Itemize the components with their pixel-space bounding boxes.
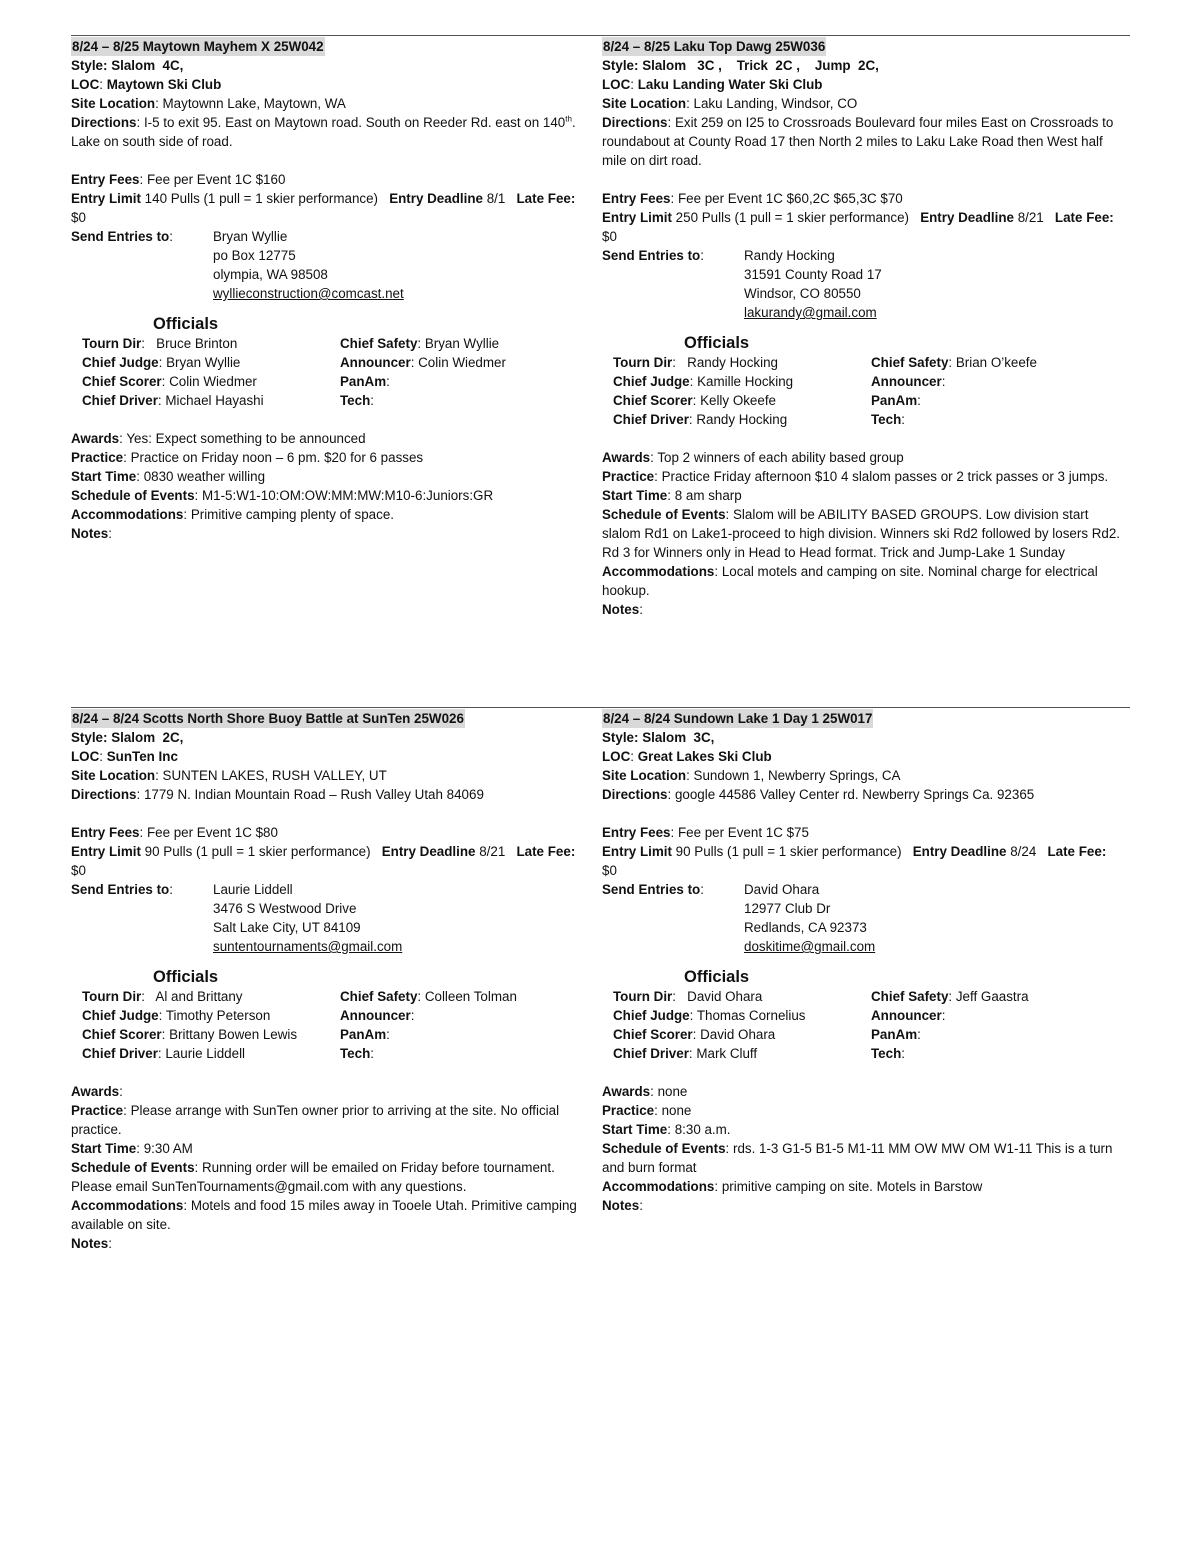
directions-label: Directions: [602, 787, 668, 802]
chief-judge-value: Bryan Wyllie: [166, 355, 241, 370]
awards-label: Awards: [602, 450, 651, 465]
style-row: [602, 728, 1122, 747]
send-label: Send Entries to: [71, 229, 170, 244]
deadline-value: 8/24: [1010, 844, 1037, 859]
fees-value: Fee per Event 1C $75: [677, 825, 809, 840]
practice-value: Practice Friday afternoon $10 4 slalom passes or 2 trick passes or 3 jumps.: [661, 469, 1109, 484]
style-value: Slalom 2C,: [111, 730, 184, 745]
officials-heading: Officials: [153, 968, 219, 986]
start-time-row: Start Time: 0830 weather willing: [71, 469, 266, 484]
tech-label: Tech: [340, 1046, 371, 1061]
fees-label: Entry Fees: [71, 172, 140, 187]
tournament-block-sunten: [71, 709, 591, 1253]
schedule-label: Schedule of Events: [602, 1141, 726, 1156]
limit-value: 250 Pulls (1 pull = 1 skier performance): [675, 210, 910, 225]
send-address-line-1: po Box 12775: [213, 248, 296, 263]
send-address-line-2: olympia, WA 98508: [213, 267, 328, 282]
directions-row: Directions: I-5 to exit 95. East on Maytown road. South on Reeder Rd. east on 140th. Lake on south side of road.: [71, 114, 576, 149]
start-time-value: 0830 weather willing: [143, 469, 266, 484]
style-row: [71, 56, 591, 75]
start-time-value: 8:30 a.m.: [674, 1122, 731, 1137]
site-row: Site Location: Maytownn Lake, Maytown, WA: [71, 96, 346, 111]
accommodations-row: Accommodations: Local motels and camping on site. Nominal charge for electrical hookup.: [602, 564, 1098, 598]
awards-value: Top 2 winners of each ability based group: [657, 450, 904, 465]
send-address-line-1: 12977 Club Dr: [744, 901, 831, 916]
late-label: Late: [516, 191, 545, 206]
fees-row: Entry Fees: Fee per Event 1C $60,2C $65,3C $70: [602, 191, 903, 206]
start-time-value: 9:30 AM: [143, 1141, 193, 1156]
practice-row: Practice: Practice Friday afternoon $10 4 slalom passes or 2 trick passes or 3 jumps.: [602, 469, 1109, 484]
panam-label: PanAm: [871, 393, 918, 408]
panam-label: PanAm: [340, 1027, 387, 1042]
practice-value: none: [661, 1103, 692, 1118]
chief-driver-label: Chief Driver: [82, 1046, 158, 1061]
fees-value: Fee per Event 1C $80: [146, 825, 278, 840]
chief-judge-value: Timothy Peterson: [165, 1008, 271, 1023]
chief-driver-value: Mark Cluff: [696, 1046, 758, 1061]
loc-row: LOC: Great Lakes Ski Club: [602, 749, 772, 764]
site-value: Sundown 1, Newberry Springs, CA: [693, 768, 901, 783]
send-entries: Send Entries to: Laurie Liddell 3476 S Westwood Drive Salt Lake City, UT 84109 suntentournaments@gmail.com: [71, 882, 403, 954]
directions-value: google 44586 Valley Center rd. Newberry Springs Ca. 92365: [674, 787, 1035, 802]
directions-label: Directions: [71, 115, 137, 130]
chief-driver-label: Chief Driver: [613, 412, 689, 427]
awards-row: Awards: none: [602, 1084, 688, 1099]
send-email-link[interactable]: suntentournaments@gmail.com: [213, 939, 403, 954]
late-fee-label: Fee:: [547, 844, 576, 859]
awards-value: none: [657, 1084, 688, 1099]
fees-value: Fee per Event 1C $60,2C $65,3C $70: [677, 191, 903, 206]
tournament-title: 8/24 – 8/25 Laku Top Dawg 25W036: [603, 39, 826, 54]
send-email-link[interactable]: wyllieconstruction@comcast.net: [213, 286, 404, 301]
late-fee-value: $0: [71, 210, 86, 225]
directions-value: Exit 259 on I25 to Crossroads Boulevard four miles East on Crossroads to roundabout at County Road 17 then North 2 miles to Laku Lake Road then West half mile on dirt road.: [602, 115, 1114, 168]
tech-label: Tech: [340, 393, 371, 408]
send-name: Bryan Wyllie: [213, 229, 288, 244]
directions-row: Directions: google 44586 Valley Center rd. Newberry Springs Ca. 92365: [602, 787, 1035, 802]
practice-value: Please arrange with SunTen owner prior to arriving at the site. No official practice.: [71, 1103, 560, 1137]
style-value: Slalom 3C,: [642, 730, 715, 745]
tournament-title: 8/24 – 8/24 Scotts North Shore Buoy Battle at SunTen 25W026: [72, 711, 464, 726]
deadline-label: Entry Deadline: [389, 191, 483, 206]
tourn-dir-label: Tourn Dir: [613, 989, 673, 1004]
loc-label: LOC: [602, 749, 631, 764]
limit-row: [602, 842, 1122, 880]
directions-label: Directions: [602, 115, 668, 130]
notes-row: Notes:: [71, 1236, 112, 1251]
late-fee-value: $0: [71, 863, 86, 878]
site-value: Laku Landing, Windsor, CO: [693, 96, 858, 111]
tourn-dir-label: Tourn Dir: [82, 336, 142, 351]
deadline-label: Entry Deadline: [381, 844, 476, 859]
fees-label: Entry Fees: [602, 825, 671, 840]
loc-label: LOC: [71, 749, 100, 764]
awards-row: Awards:: [71, 1084, 123, 1099]
send-entries: Send Entries to: David Ohara 12977 Club Dr Redlands, CA 92373 doskitime@gmail.com: [602, 882, 876, 954]
chief-safety-value: Bryan Wyllie: [424, 336, 500, 351]
schedule-row: Schedule of Events: rds. 1-3 G1-5 B1-5 M1-11 MM OW MW OM W1-11 This is a turn and burn format: [602, 1141, 1113, 1175]
loc-label: LOC: [602, 77, 631, 92]
awards-value: Yes: Expect something to be announced: [126, 431, 366, 446]
awards-label: Awards: [71, 1084, 120, 1099]
notes-row: Notes:: [602, 1198, 643, 1213]
send-name: Randy Hocking: [744, 248, 835, 263]
practice-label: Practice: [71, 1103, 124, 1118]
directions-superscript: th: [565, 114, 572, 124]
style-row: [71, 728, 591, 747]
practice-row: Practice: none: [602, 1103, 692, 1118]
limit-value: 90 Pulls (1 pull = 1 skier performance): [675, 844, 902, 859]
send-email-link[interactable]: doskitime@gmail.com: [744, 939, 876, 954]
style-label: Style:: [602, 730, 639, 745]
send-entries: Send Entries to: Randy Hocking 31591 County Road 17 Windsor, CO 80550 lakurandy@gmail.com: [602, 248, 882, 320]
chief-safety-label: Chief Safety: [871, 355, 949, 370]
start-time-row: Start Time: 9:30 AM: [71, 1141, 193, 1156]
chief-safety-label: Chief Safety: [871, 989, 949, 1004]
officials-heading: Officials: [684, 334, 750, 352]
announcer-label: Announcer: [871, 374, 942, 389]
deadline-value: 8/1: [486, 191, 506, 206]
officials-grid: Tourn Dir: Al and Brittany Chief Safety: Colleen Tolman Chief Judge: Timothy Peterson Announcer: Chief Scorer: Brittany Bowen Lewis PanAm: Chief Driver: Laurie Liddell Tech:: [82, 989, 517, 1061]
chief-scorer-label: Chief Scorer: [613, 393, 693, 408]
deadline-label: Entry Deadline: [912, 844, 1007, 859]
directions-row: Directions: Exit 259 on I25 to Crossroads Boulevard four miles East on Crossroads to roundabout at County Road 17 then North 2 miles to Laku Lake Road then West half mile on dirt road.: [602, 115, 1114, 168]
fees-row: Entry Fees: Fee per Event 1C $75: [602, 825, 809, 840]
loc-value: Laku Landing Water Ski Club: [637, 77, 823, 92]
accommodations-label: Accommodations: [602, 1179, 715, 1194]
schedule-value: Slalom will be ABILITY BASED GROUPS. Low division start slalom Rd1 on Lake1-proceed to high division. Winners ski Rd2 followed by losers Rd2. Rd 3 for Winners only in Head to Head format. Trick and Jump-Lake 1 Sunday: [602, 507, 1121, 560]
chief-driver-value: Laurie Liddell: [165, 1046, 246, 1061]
style-label: Style:: [71, 730, 108, 745]
announcer-value: Colin Wiedmer: [418, 355, 506, 370]
limit-label: Entry Limit: [602, 210, 672, 225]
chief-driver-value: Michael Hayashi: [165, 393, 264, 408]
directions-value-end: . Lake on south side of road.: [71, 115, 576, 149]
send-label: Send Entries to: [71, 882, 170, 897]
chief-driver-label: Chief Driver: [613, 1046, 689, 1061]
site-label: Site Location: [602, 96, 687, 111]
site-value: Maytownn Lake, Maytown, WA: [162, 96, 346, 111]
style-label: Style:: [71, 58, 108, 73]
late-fee-value: $0: [602, 229, 617, 244]
limit-value: 140 Pulls (1 pull = 1 skier performance): [144, 191, 379, 206]
tech-label: Tech: [871, 412, 902, 427]
accommodations-value: primitive camping on site. Motels in Barstow: [721, 1179, 983, 1194]
panam-label: PanAm: [340, 374, 387, 389]
tournament-block-maytown: [71, 37, 591, 543]
late-fee-value: $0: [602, 863, 617, 878]
schedule-row: Schedule of Events: M1-5:W1-10:OM:OW:MM:MW:M10-6:Juniors:GR: [71, 488, 494, 503]
send-label: Send Entries to: [602, 882, 701, 897]
practice-label: Practice: [71, 450, 124, 465]
awards-label: Awards: [71, 431, 120, 446]
officials-heading: Officials: [153, 315, 219, 333]
send-label: Send Entries to: [602, 248, 701, 263]
fees-value: Fee per Event 1C $160: [146, 172, 286, 187]
accommodations-label: Accommodations: [602, 564, 715, 579]
style-row: [602, 56, 1122, 75]
notes-label: Notes: [71, 526, 109, 541]
awards-row: Awards: Top 2 winners of each ability based group: [602, 450, 904, 465]
tourn-dir-value: Al and Brittany: [155, 989, 243, 1004]
loc-row: LOC: Maytown Ski Club: [71, 77, 222, 92]
start-time-row: Start Time: 8 am sharp: [602, 488, 742, 503]
send-entries: Send Entries to: Bryan Wyllie po Box 12775 olympia, WA 98508 wyllieconstruction@comcast.net: [71, 229, 404, 301]
fees-label: Entry Fees: [602, 191, 671, 206]
style-value: Slalom 4C,: [111, 58, 184, 73]
chief-scorer-value: Kelly Okeefe: [700, 393, 776, 408]
tech-label: Tech: [871, 1046, 902, 1061]
site-label: Site Location: [71, 768, 156, 783]
start-time-label: Start Time: [602, 488, 668, 503]
fees-row: Entry Fees: Fee per Event 1C $80: [71, 825, 278, 840]
practice-label: Practice: [602, 469, 655, 484]
late-label: Late: [516, 844, 545, 859]
limit-value: 90 Pulls (1 pull = 1 skier performance): [144, 844, 371, 859]
start-time-row: Start Time: 8:30 a.m.: [602, 1122, 731, 1137]
accommodations-value: Motels and food 15 miles away in Tooele Utah. Primitive camping available on site.: [71, 1198, 577, 1232]
tournament-title: 8/24 – 8/25 Maytown Mayhem X 25W042: [72, 39, 324, 54]
schedule-label: Schedule of Events: [602, 507, 726, 522]
style-value: Slalom 3C , Trick 2C , Jump 2C,: [642, 58, 879, 73]
chief-judge-label: Chief Judge: [613, 374, 690, 389]
practice-label: Practice: [602, 1103, 655, 1118]
start-time-label: Start Time: [71, 469, 137, 484]
tourn-dir-value: Bruce Brinton: [156, 336, 238, 351]
send-name: Laurie Liddell: [213, 882, 293, 897]
chief-judge-label: Chief Judge: [82, 355, 159, 370]
send-email-link[interactable]: lakurandy@gmail.com: [744, 305, 877, 320]
tournament-block-sundown: [602, 709, 1122, 1215]
limit-label: Entry Limit: [602, 844, 672, 859]
loc-value: Maytown Ski Club: [106, 77, 222, 92]
loc-row: LOC: Laku Landing Water Ski Club: [602, 77, 823, 92]
officials-grid: Tourn Dir: David Ohara Chief Safety: Jeff Gaastra Chief Judge: Thomas Cornelius Announcer: Chief Scorer: David Ohara PanAm: Chief Driver: Mark Cluff Tech:: [613, 989, 1029, 1061]
notes-row: Notes:: [71, 526, 112, 541]
tourn-dir-value: David Ohara: [687, 989, 763, 1004]
accommodations-value: Primitive camping plenty of space.: [190, 507, 394, 522]
accommodations-value: Local motels and camping on site. Nominal charge for electrical hookup.: [602, 564, 1098, 598]
notes-label: Notes: [602, 602, 640, 617]
officials-heading: Officials: [684, 968, 750, 986]
announcer-label: Announcer: [340, 355, 411, 370]
awards-row: Awards: Yes: Expect something to be announced: [71, 431, 366, 446]
loc-label: LOC: [71, 77, 100, 92]
chief-driver-label: Chief Driver: [82, 393, 158, 408]
chief-safety-label: Chief Safety: [340, 336, 418, 351]
site-value: SUNTEN LAKES, RUSH VALLEY, UT: [162, 768, 387, 783]
send-name: David Ohara: [744, 882, 820, 897]
announcer-label: Announcer: [340, 1008, 411, 1023]
site-row: Site Location: Laku Landing, Windsor, CO: [602, 96, 858, 111]
top-divider-rule: [71, 35, 1130, 36]
directions-value: 1779 N. Indian Mountain Road – Rush Valley Utah 84069: [143, 787, 484, 802]
middle-divider-rule: [71, 707, 1130, 708]
directions-label: Directions: [71, 787, 137, 802]
schedule-row: Schedule of Events: Running order will be emailed on Friday before tournament. Please email SunTenTournaments@gmail.com with any questions.: [71, 1160, 555, 1194]
site-label: Site Location: [71, 96, 156, 111]
send-address-line-2: Redlands, CA 92373: [744, 920, 867, 935]
tourn-dir-label: Tourn Dir: [82, 989, 142, 1004]
deadline-value: 8/21: [479, 844, 506, 859]
chief-scorer-label: Chief Scorer: [82, 374, 162, 389]
schedule-value: M1-5:W1-10:OM:OW:MM:MW:M10-6:Juniors:GR: [201, 488, 494, 503]
limit-label: Entry Limit: [71, 844, 141, 859]
accommodations-label: Accommodations: [71, 507, 184, 522]
send-address-line-1: 31591 County Road 17: [744, 267, 882, 282]
chief-driver-value: Randy Hocking: [696, 412, 788, 427]
late-fee-label: Fee:: [547, 191, 576, 206]
deadline-label: Entry Deadline: [920, 210, 1014, 225]
chief-judge-label: Chief Judge: [82, 1008, 159, 1023]
chief-safety-label: Chief Safety: [340, 989, 418, 1004]
send-address-line-2: Salt Lake City, UT 84109: [213, 920, 361, 935]
style-label: Style:: [602, 58, 639, 73]
practice-value: Practice on Friday noon – 6 pm. $20 for 6 passes: [130, 450, 424, 465]
chief-judge-label: Chief Judge: [613, 1008, 690, 1023]
practice-row: Practice: Practice on Friday noon – 6 pm. $20 for 6 passes: [71, 450, 424, 465]
fees-label: Entry Fees: [71, 825, 140, 840]
accommodations-row: Accommodations: primitive camping on site. Motels in Barstow: [602, 1179, 983, 1194]
site-row: Site Location: SUNTEN LAKES, RUSH VALLEY, UT: [71, 768, 387, 783]
schedule-value: Running order will be emailed on Friday before tournament. Please email SunTenTournaments@gmail.com with any questions.: [71, 1160, 555, 1194]
late-label: Late: [1054, 210, 1083, 225]
send-address-line-2: Windsor, CO 80550: [744, 286, 861, 301]
late-fee-label: Fee:: [1078, 844, 1107, 859]
chief-safety-value: Jeff Gaastra: [955, 989, 1029, 1004]
limit-row: [71, 189, 591, 227]
limit-label: Entry Limit: [71, 191, 141, 206]
accommodations-label: Accommodations: [71, 1198, 184, 1213]
site-row: Site Location: Sundown 1, Newberry Springs, CA: [602, 768, 901, 783]
officials-grid: Tourn Dir: Bruce Brinton Chief Safety: Bryan Wyllie Chief Judge: Bryan Wyllie Announcer: Colin Wiedmer Chief Scorer: Colin Wiedmer PanAm: Chief Driver: Michael Hayashi Tech:: [82, 336, 506, 408]
chief-scorer-value: Brittany Bowen Lewis: [169, 1027, 298, 1042]
notes-row: Notes:: [602, 602, 643, 617]
schedule-label: Schedule of Events: [71, 1160, 195, 1175]
notes-label: Notes: [71, 1236, 109, 1251]
schedule-value: rds. 1-3 G1-5 B1-5 M1-11 MM OW MW OM W1-11 This is a turn and burn format: [602, 1141, 1113, 1175]
accommodations-row: Accommodations: Primitive camping plenty of space.: [71, 507, 394, 522]
loc-row: LOC: SunTen Inc: [71, 749, 178, 764]
notes-label: Notes: [602, 1198, 640, 1213]
loc-value: Great Lakes Ski Club: [637, 749, 772, 764]
practice-row: Practice: Please arrange with SunTen owner prior to arriving at the site. No official practice.: [71, 1103, 560, 1137]
schedule-label: Schedule of Events: [71, 488, 195, 503]
directions-value: I-5 to exit 95. East on Maytown road. South on Reeder Rd. east on 140: [143, 115, 566, 130]
chief-safety-value: Colleen Tolman: [424, 989, 517, 1004]
chief-judge-value: Kamille Hocking: [697, 374, 794, 389]
officials-grid: Tourn Dir: Randy Hocking Chief Safety: Brian O’keefe Chief Judge: Kamille Hocking Announcer: Chief Scorer: Kelly Okeefe PanAm: Chief Driver: Randy Hocking Tech:: [613, 355, 1037, 427]
chief-scorer-label: Chief Scorer: [613, 1027, 693, 1042]
tournament-block-laku: [602, 37, 1122, 619]
chief-scorer-value: Colin Wiedmer: [169, 374, 257, 389]
start-time-label: Start Time: [71, 1141, 137, 1156]
chief-judge-value: Thomas Cornelius: [696, 1008, 806, 1023]
loc-value: SunTen Inc: [106, 749, 178, 764]
limit-row: [602, 208, 1122, 246]
directions-row: Directions: 1779 N. Indian Mountain Road – Rush Valley Utah 84069: [71, 787, 484, 802]
chief-scorer-value: David Ohara: [700, 1027, 776, 1042]
start-time-label: Start Time: [602, 1122, 668, 1137]
fees-row: Entry Fees: Fee per Event 1C $160: [71, 172, 286, 187]
tourn-dir-label: Tourn Dir: [613, 355, 673, 370]
deadline-value: 8/21: [1017, 210, 1044, 225]
schedule-row: Schedule of Events: Slalom will be ABILITY BASED GROUPS. Low division start slalom Rd1 on Lake1-proceed to high division. Winners ski Rd2 followed by losers Rd2. Rd 3 for Winners only in Head to Head format. Trick and Jump-Lake 1 Sunday: [602, 507, 1121, 560]
announcer-label: Announcer: [871, 1008, 942, 1023]
start-time-value: 8 am sharp: [674, 488, 742, 503]
limit-row: [71, 842, 591, 880]
late-label: Late: [1047, 844, 1076, 859]
chief-scorer-label: Chief Scorer: [82, 1027, 162, 1042]
panam-label: PanAm: [871, 1027, 918, 1042]
accommodations-row: Accommodations: Motels and food 15 miles away in Tooele Utah. Primitive camping available on site.: [71, 1198, 577, 1232]
tourn-dir-value: Randy Hocking: [687, 355, 778, 370]
site-label: Site Location: [602, 768, 687, 783]
tournament-title: 8/24 – 8/24 Sundown Lake 1 Day 1 25W017: [603, 711, 873, 726]
send-address-line-1: 3476 S Westwood Drive: [213, 901, 357, 916]
chief-safety-value: Brian O’keefe: [955, 355, 1037, 370]
late-fee-label: Fee:: [1086, 210, 1114, 225]
awards-label: Awards: [602, 1084, 651, 1099]
